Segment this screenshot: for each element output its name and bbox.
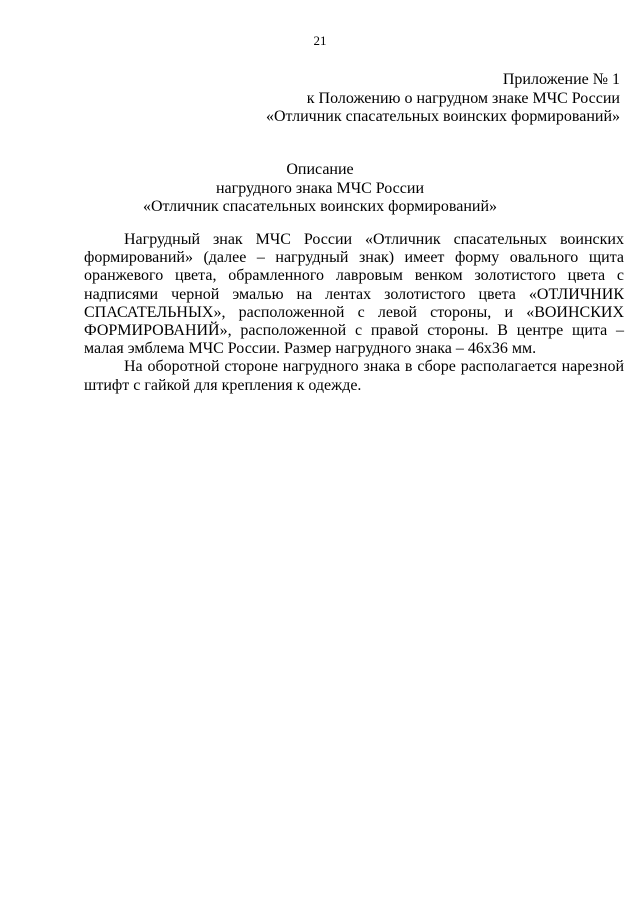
appendix-title: Приложение № 1 — [502, 71, 620, 88]
document-body — [84, 231, 624, 395]
body-paragraph: На оборотной стороне нагрудного знака в сборе располагается нарезной штифт с гайкой для крепления к одежде. — [84, 358, 624, 394]
document-heading — [0, 161, 640, 217]
body-paragraph: Нагрудный знак МЧС России «Отличник спасательных воинских формирований» (далее – нагрудный знак) имеет форму овального щита оранжевого цвета, обрамленного лавровым венком золотистого цвета с надписями черной эмалью на лентах золотистого цвета «ОТЛИЧНИК СПАСАТЕЛЬНЫХ», расположенной с левой стороны, и «ВОИНСКИХ ФОРМИРОВАНИЙ», расположенной с правой стороны. В центре щита – малая эмблема МЧС России. Размер нагрудного знака – 46х36 мм. — [84, 231, 624, 358]
heading-award-name: «Отличник спасательных воинских формирований» — [142, 198, 498, 215]
appendix-regulation-line: к Положению о нагрудном знаке МЧС России — [306, 89, 620, 107]
appendix-award-name: «Отличник спасательных воинских формирований» — [265, 108, 620, 125]
heading-title: Описание — [286, 161, 354, 178]
appendix-reference — [60, 71, 620, 127]
page-number: 21 — [313, 33, 327, 48]
heading-subtitle: нагрудного знака МЧС России — [215, 179, 424, 197]
